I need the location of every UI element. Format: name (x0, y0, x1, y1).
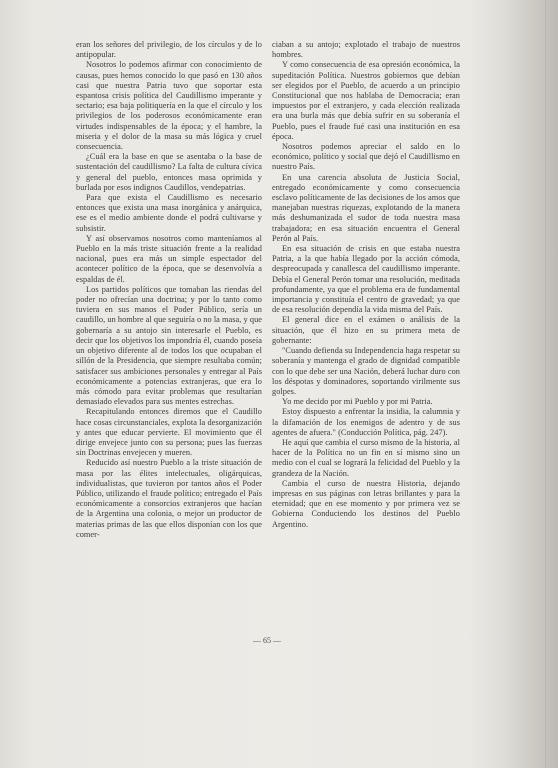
paragraph: Recapitulando entonces diremos que el Caudillo hace cosas circunstanciales, explota la desorganización y antes que educar pervierte. El movimiento que él dirige envejece junto con su persona; pues las fuerzas sin Doctrinas envejecen y mueren. (76, 407, 262, 458)
quote-paragraph: Yo me decido por mi Pueblo y por mi Patria. (282, 397, 433, 407)
paragraph: En esa situación de crisis en que estaba nuestra Patria, a la que había llegado por la acción cómoda, despreocupada y canallesca del caudillismo imperante. Debía el General Perón tomar una resolución, meditada profundamente, ya que el problema era de fundamental importancia y constituía el centro de gravedad; ya que de esa resolución dependía la vida misma del País. (272, 244, 460, 315)
paragraph: Y así observamos nosotros como manteníamos al Pueblo en la más triste situación frente a la realidad nacional, pues era más un simple espectador del acontecer político de la época, que se desenvolvía a espaldas de él. (76, 233, 262, 284)
paragraph: Cambia el curso de nuestra Historia, dejando impresas en sus páginas con letras brillantes y para la eternidad; que en ese momento y por primera vez se Gobierna Conduciendo los destinos del Pueblo Argentino. (272, 478, 460, 529)
paragraph: ciaban a su antojo; explotado el trabajo de nuestros hombres. (272, 40, 460, 60)
paragraph: Nosotros lo podemos afirmar con conocimiento de causas, pues hemos conocido lo que pasó en 130 años casi que nuestra Patria tuvo que soportar esta espantosa crisis política del Caudillismo imperante y sectario; esa baja politiquería en la que el círculo y los privilegios de los poderosos económicamente eran virtudes indispensables de la época; y el hambre, la miseria y el dolor de la masa su más lógica y cruel consecuencia. (76, 60, 262, 152)
right-column (272, 40, 460, 530)
left-column (76, 40, 262, 540)
paragraph: El general dice en el exámen o análisis de la situación, que él hizo en su primera meta de gobernante: (272, 315, 460, 345)
paragraph: Reducido así nuestro Pueblo a la triste situación de masa por las élites intelectuales, oligárquicas, individualistas, que tuvieron por tantos años el Poder Público, utilizando el fraude político; entregado el País económicamente a consorcios extranjeros que hacían de la Argentina una colonia, o mejor un productor de materias primas de las que ellos disponían con los que comer- (76, 458, 262, 539)
paragraph: Nosotros podemos apreciar el saldo en lo económico, político y social que dejó el Caudillismo en nuestro País. (272, 142, 460, 172)
paragraph: En una carencia absoluta de Justicia Social, entregado económicamente y como consecuencia esclavo políticamente de las decisiones de los amos que manejaban nuestras riquezas, explotando de la manera más deshumanizada el sudor de toda nuestra masa trabajadora; en esa situación encuentra el General Perón al País. (272, 172, 460, 243)
page-edge-shadow (545, 0, 546, 768)
quote-paragraph: "Cuando defienda su Independencia haga respetar su soberanía y mantenga el grado de dignidad compatible con lo que debe ser una Nación, deberá luchar duro con los déspotas y dominadores, soportando virilmente sus golpes. (272, 346, 460, 396)
paragraph: He aquí que cambia el curso mismo de la historia, al hacer de la Política no un fin en sí mismo sino un medio con el cual se logrará la felicidad del Pueblo y la grandeza de la Nación. (272, 437, 460, 478)
page-number: — 65 — (253, 636, 281, 645)
paragraph: Y como consecuencia de esa opresión económica, la supeditación Política. Nuestros gobiernos que debían ser elegidos por el Pueblo, de acuerdo a un principio Constitucional que nos hablaba de Democracia; eran impuestos por el extranjero, y cada elección realizada era una burla más que debía sufrir en su soberanía el Pueblo, pues el fraude fué casi una institución en esa época. (272, 60, 460, 141)
paragraph: Para que exista el Caudillismo es necesario entonces que exista una masa inorgánica y anárquica, ese es el medio ambiente donde el podrá cultivarse y subsistir. (76, 193, 262, 233)
paragraph: Los partidos políticos que tomaban las riendas del poder no ofrecían una doctrina; y por lo tanto como tuviera en sus manos el Poder Público, sería un caudillo, un hombre al que seguiría o no la masa, y que gobernaría a su antojo sin interesarle el Pueblo, es decir que los objetivos los impondría él, cuando poseía un objetivo diferente al de todos los que ocupaban el sillón de la Presidencia, que siempre resultaba común; satisfacer sus ambiciones personales y entregar al País económicamente a potencias extranjeras, que era lo más cómodo para evitar problemas que resultarían demasiado elevados para sus mentes estrechas. (76, 284, 262, 407)
paragraph: ¿Cuál era la base en que se asentaba o la base de sustentación del caudillismo? La falta de cultura cívica y general del pueblo, entonces masa oprimida y burlada por esos indignos Caudillos, vendepatrias. (76, 152, 262, 192)
paragraph: eran los señores del privilegio, de los círculos y de lo antipopular. (76, 40, 262, 60)
quote-paragraph: Estoy dispuesto a enfrentar la insidia, la calumnia y la difamación de los enemigos de adentro y de sus agentes de afuera." (Conducción Política, pág. 247). (272, 407, 460, 437)
